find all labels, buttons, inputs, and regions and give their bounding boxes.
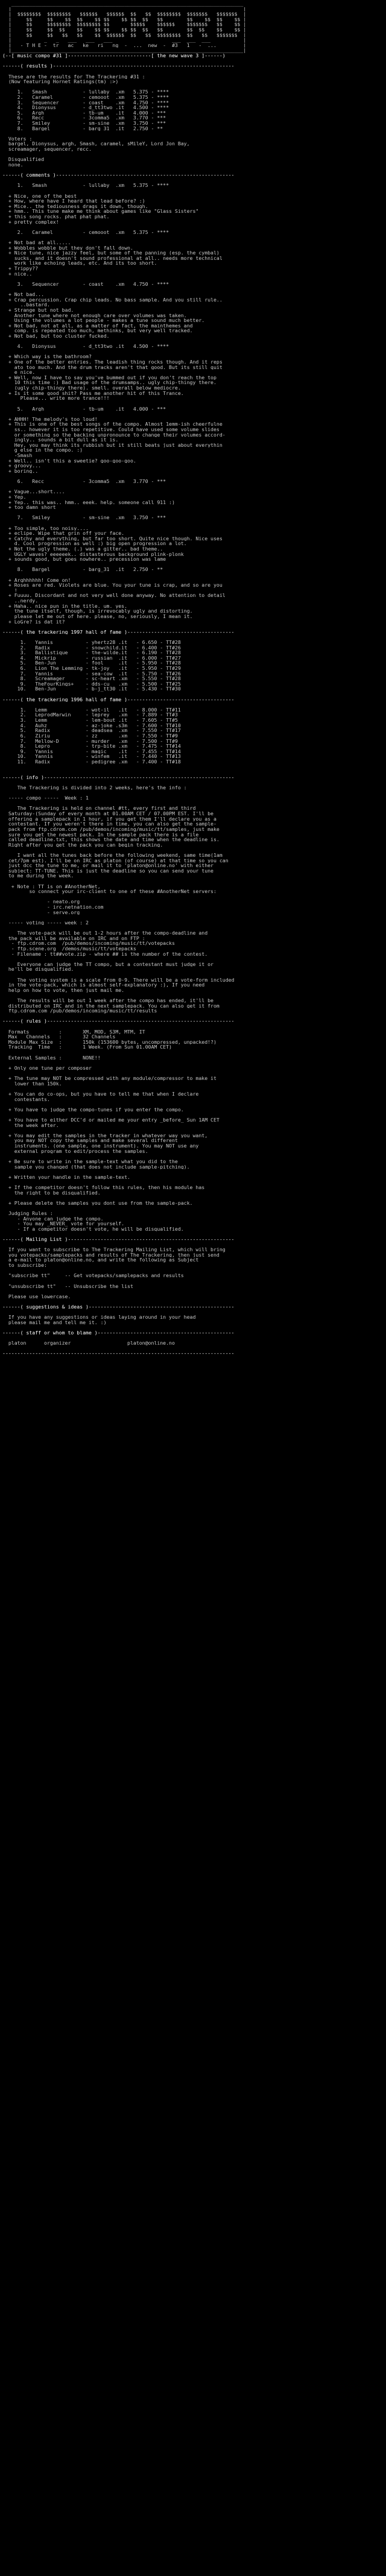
fame-1996-row: 6. Ziriu - zz .xm - 7.550 - TT#9: [2, 733, 178, 739]
rules-line: External Samples : NONE!!: [2, 1055, 101, 1061]
info-line: in the vote-pack, which is almost self-explanatory :), If you need: [2, 982, 205, 988]
comment-line: + Not bad...: [2, 292, 45, 297]
header-art-line: | - T H E - tr ac ke ri ng - ... new - #3 1 - ... |: [2, 42, 247, 48]
blank-line: [2, 1154, 384, 1159]
comment-line: + Fuuuu. Discordant and not very well done anyway. No attention to detail: [2, 593, 226, 599]
blank-line: [2, 1179, 384, 1185]
blank-line: [2, 791, 384, 796]
comment-line: + Not bad, but too cluster fucked.: [2, 333, 110, 339]
fame-1996-row: 3. Lemm - lem-bout .it - 7.605 - TT#5: [2, 718, 178, 723]
rules-line: + The tune may NOT be compressed with any module/compressor to make it: [2, 1076, 217, 1081]
section-title-rules: ------( rules )---------------------------------------------------------------: [2, 1018, 235, 1024]
rules-line: contestants.: [2, 1096, 50, 1102]
info-line: the pack will be available on IRC and on FTP :: [2, 935, 145, 941]
blank-line: [2, 1112, 384, 1117]
info-line: - Filename : tt##vote.zip - where ## is the number of the contest.: [2, 951, 208, 957]
mailing-line: you votepacks/samplepacks and results of The Trackering, then just send: [2, 1252, 220, 1258]
comment-line: sucks, and it doesn't sound professional at all.. needs more technical: [2, 255, 223, 261]
blank-line: [2, 972, 384, 977]
result-entry: 4. Dionysus - d_tt3two .it 4.500 - ****: [2, 105, 169, 110]
blank-line: [2, 1268, 384, 1274]
blank-line: [2, 131, 384, 136]
info-line: pack from ftp.cdrom.com /pub/demos/incoming/music/tt/samples, just make: [2, 826, 220, 832]
blank-line: [2, 1346, 384, 1351]
info-line: + Note : TT is on #AnotherNet,: [2, 883, 101, 889]
comment-line: + too damn short: [2, 505, 56, 510]
comment-line: + How, where have I heard that lead before? :): [2, 198, 145, 204]
fame-1996-row: 9. Yannis - magic .it - 7.455 - TT#14: [2, 748, 181, 754]
blank-line: [2, 1310, 384, 1315]
info-line: offering a samplepack in 1 hour, if you get them I'll declare you as a: [2, 816, 217, 822]
blank-line: [2, 484, 384, 490]
comment-line: + Crap percussion. Crap chip leads. No bass sample. And you still rule..: [2, 297, 223, 303]
blank-line: [2, 520, 384, 526]
fame-1997-row: 9. TheFourKings+ - dds-cu .xm - 5.500 - TT#25: [2, 681, 181, 687]
comment-line: -Smash: [2, 453, 33, 458]
comment-line: + this song rocks. phat phat phat.: [2, 213, 110, 219]
results-intro-line: (Now featuring Hornet Ratings(tm) :>): [2, 79, 119, 84]
document: [2, 1, 384, 1356]
fame-1997-row: 1. Yannis - yhertz28 .it - 6.650 - TT#28: [2, 639, 181, 645]
comment-line: + Vague...short....: [2, 489, 65, 494]
voters-line: bargel, Dionysus, argh, Smash, caramel, sMileY, Lord Jon Bay,: [2, 141, 190, 147]
info-line: The results will be out 1 week after the compo has ended, it'll be: [2, 998, 214, 1003]
comment-line: + pretty complex!: [2, 219, 59, 225]
info-line: cet/7pm est). I'll be on IRC as platon (of course) at that time so you can: [2, 857, 229, 863]
mailing-line: a e-mail to platon@online.no, and write the following as Subject: [2, 1257, 199, 1263]
rules-line: + You have to judge the compo-tunes if you enter the compo.: [2, 1106, 184, 1113]
rules-line: Max Channels : 32 Channels: [2, 1034, 116, 1040]
comment-line: Using the volumes a lot people - makes a tune sound much better.: [2, 318, 205, 323]
comment-line: + Roses are red. Violets are blue. You your tune is crap, and so are you: [2, 582, 223, 588]
fame-1996-row: 5. Radix - deadsea .xm - 7.550 - TT#17: [2, 728, 181, 733]
header-art-line: | $$ $$ $$ $$ $$ $$ $$ $$ $$ $$ $$ $$ $$ $$ |: [2, 16, 247, 22]
comment-line: + Is it some good shit? Pass me another hit of this Trance.: [2, 390, 184, 396]
header-art-line: |______________________________________________________________________________|: [2, 48, 247, 54]
blank-line: [2, 879, 384, 884]
comment-line: + Strange but not bad.: [2, 307, 74, 313]
disqualified-value: none.: [2, 162, 24, 168]
info-line: sure you get the newest pack. In the sample pack there is a file: [2, 832, 199, 838]
comment-block-head: 5. Argh - tb-um .it 4.000 - ***: [2, 406, 166, 412]
rules-line: - You may _NEVER_ vote for yourself.: [2, 1221, 125, 1226]
suggestions-line: If you have any suggestions or ideas laying around in your head: [2, 1315, 196, 1320]
blank-line: [2, 634, 384, 640]
result-entry: 8. Bargel - barg_31 .it 2.750 - **: [2, 125, 163, 131]
blank-line: [2, 349, 384, 355]
rules-line: the right to be disqualified.: [2, 1190, 101, 1196]
comment-block-head: 3. Sequencer - coast .xm 4.750 - ****: [2, 281, 169, 287]
comment-line: + sounds good, but goes nowhere.. precession was lame: [2, 557, 166, 562]
info-line: called deadline.txt, this shows the date and time when the deadline is.: [2, 837, 220, 842]
blank-line: [2, 1128, 384, 1133]
comment-line: + groovy...: [2, 463, 42, 469]
blank-line: [2, 188, 384, 194]
info-line: The Trackering is divided into 2 weeks, here's the info :: [2, 785, 187, 791]
fame-1997-row: 8. Screamager - sc-heart .xm - 5.550 - TT#28: [2, 676, 181, 681]
blank-line: [2, 1231, 384, 1237]
suggestions-line: please mail me and tell me it. :): [2, 1319, 107, 1325]
comment-line: + AHHH! The melody's too loud!: [2, 416, 98, 422]
info-line: distributed on IRC and in the next samplepack. You can also get it from: [2, 1003, 220, 1009]
comment-block-head: 1. Smash - lullaby .xm 5.375 - ****: [2, 183, 169, 188]
comment-line: + Not the ugly theme. (.) was a gitter.. bad theme..: [2, 546, 163, 552]
fame-1997-row: 7. Yannis - sea-cow .it - 5.750 - TT#26: [2, 671, 181, 677]
section-title-fame-1996: ------( the trackering 1996 hall of fame )------------------------------------: [2, 696, 235, 702]
section-title-mailing-list: ------( Mailing List )--------------------------------------------------------: [2, 1237, 235, 1242]
blank-line: [2, 993, 384, 998]
blank-line: [2, 276, 384, 282]
info-line: Everyone can judge the TT compo, but a contestant must judge it or: [2, 961, 214, 967]
title-bar: (--[ music compo #31 ]----------------------------[ the new wave 3 ]------): [2, 53, 226, 58]
info-line: The vote-pack will be out 1-2 hours after the compo-deadline and: [2, 930, 208, 936]
comment-line: 10 this time :) Bad usage of the drumsamps.. ugly chip-thingy there.: [2, 380, 217, 386]
header-art-line: | $$ $$$$$$$$ $$$$$$$$ $$ $$$$$ $$$$$$ $$$$$$$ $$ $$ |: [2, 22, 247, 28]
info-line: subject: TT-TUNE. This is just the deadline so you can send your tune: [2, 868, 214, 874]
rules-line: lower than 150k.: [2, 1081, 62, 1087]
comment-line: + Which way is the bathroom?: [2, 354, 92, 360]
info-line: Saturday-(Sunday of every month at 01.00AM CET / 07.00PM EST. I'll be: [2, 811, 214, 816]
blank-line: [2, 473, 384, 479]
header-art-line: | $$$$$$$$ $$$$$$$$ $$$$$$ $$$$$$ $$ $$ $$$$$$$$ $$$$$$$ $$$$$$$ |: [2, 11, 247, 17]
blank-line: [2, 1242, 384, 1248]
comment-line: + Yep.: [2, 494, 27, 500]
header-art-line: | $$ $$ $$ $$ $$ $$$$$$ $$ $$ $$$$$$$$ $$ $$ $$$$$$$ |: [2, 32, 247, 38]
comment-line: the tune itself, though, is irrevocably ugly and distorting.: [2, 608, 193, 614]
comment-line: Please... write more trance!!!: [2, 396, 110, 401]
fame-1997-row: 5. Ben-Jun - fool .it - 5.950 - TT#28: [2, 660, 181, 666]
comment-line: (ugly chip-thingy there). smell. overall below mediocre.: [2, 385, 181, 391]
rules-line: + Please delete the samples you dont use from the sample-pack.: [2, 1200, 193, 1206]
blank-line: [2, 1336, 384, 1341]
header-art-line: | _ _ ___ ___ ___ ___ ___ ___ |: [2, 37, 247, 43]
comment-line: e nice.: [2, 370, 36, 375]
blank-line: [2, 1102, 384, 1107]
comment-line: work like echoing leads, etc. And its too short.: [2, 260, 157, 267]
fame-1996-row: 1. Lemm - wot-il .it - 8.000 - TT#11: [2, 707, 181, 713]
voters-label: Voters :: [2, 136, 33, 142]
rules-line: Tracking Time : 1 Week. (From Sun 01.00AM CET): [2, 1044, 172, 1050]
header-art-line: ______________________________________________________________________________: [2, 1, 244, 7]
blank-line: [2, 925, 384, 930]
comment-line: + eclipe. Wipe that grin off your face.: [2, 531, 125, 536]
blank-line: [2, 1278, 384, 1284]
blank-line: [2, 847, 384, 853]
mailing-line: Please use lowercase.: [2, 1293, 71, 1299]
blank-line: [2, 1325, 384, 1330]
result-entry: 7. Smiley - sm-sine .xm 3.750 - ***: [2, 121, 166, 126]
blank-line: [2, 769, 384, 775]
blank-line: [2, 84, 384, 90]
blank-line: [2, 401, 384, 406]
blank-line: [2, 915, 384, 920]
comment-line: + Yep.. this was.. hmm.. eeek. help. someone call 911 :): [2, 499, 175, 505]
blank-line: [2, 411, 384, 417]
info-line: help on how to vote, then just mail me.: [2, 987, 125, 993]
comment-line: + Nice tune, nice jazzy feel, but some of the panning (esp. the cymbal): [2, 250, 220, 256]
comment-line: !: [2, 587, 17, 593]
comment-line: + Not bad, not at all, as a matter of fact, the mainthemes and: [2, 323, 193, 329]
comment-block-head: 4. Dionysus - d_tt3two .it 4.500 - ****: [2, 344, 169, 349]
info-line: so connect your irc-client to one of these #AnotherNet servers:: [2, 889, 217, 894]
fame-1996-row: 7. Mellow-D - murder .xm - 7.500 - TT#9: [2, 738, 178, 744]
staff-line: platon organizer platon@online.no: [2, 1340, 175, 1346]
blank-line: [2, 1205, 384, 1211]
blank-line: [2, 702, 384, 707]
blank-line: [2, 765, 384, 770]
comment-line: + hmm.. This tune make me think about games like "Glass Sisters": [2, 209, 199, 214]
results-intro-line: These are the results for The Trackering #31 :: [2, 74, 145, 80]
info-line: contestant. If you weren't there in time, you can also get the sample-: [2, 821, 217, 827]
comment-block-head: 8. Bargel - barg_31 .it 2.750 - **: [2, 567, 163, 573]
blank-line: [2, 58, 384, 64]
rules-line: Formats : XM, MOD, S3M, MTM, IT: [2, 1029, 145, 1035]
blank-line: [2, 1071, 384, 1076]
comment-line: + LoGre? is dat it?: [2, 619, 65, 625]
comment-line: + boring..: [2, 468, 39, 474]
comment-block-head: 6. Recc - 3comma5 .xm 3.770 - ***: [2, 479, 166, 484]
info-line: he'll be disqualified.: [2, 967, 74, 972]
comment-line: please let me out of here. please, no, seriously, I mean it.: [2, 613, 193, 619]
blank-line: [2, 1195, 384, 1201]
rules-line: you may NOT copy the samples and make several different: [2, 1138, 178, 1144]
fame-1996-row: 11. Radix - pedigree .xm - 7.400 - TT#18: [2, 759, 181, 765]
blank-line: [2, 801, 384, 806]
section-title-info: ------( info )----------------------------------------------------------------: [2, 774, 235, 780]
blank-line: [2, 235, 384, 240]
rules-line: + You may edit the samples in the tracker in whatever way you want,: [2, 1132, 208, 1138]
info-line: The Trackering is held on channel #tt, every first and third: [2, 806, 196, 812]
comment-line: ss.. however it is too repetitive. Could have used some volume slides: [2, 426, 220, 432]
blank-line: [2, 152, 384, 157]
comment-line: ingly.. sounds a bit dull as it is.: [2, 437, 119, 443]
disqualified-label: Disqualified: [2, 157, 45, 162]
comment-line: + Mice.. the tediousness drags it down, though.: [2, 203, 148, 209]
blank-line: [2, 1060, 384, 1065]
rules-line: Module Max Size : 150k (153600 bytes, uncompressed, unpacked!?): [2, 1039, 217, 1045]
rules-line: Judging Rules :: [2, 1210, 53, 1216]
comment-line: + Catchy and everything, but far too short. Quite nice though. Nice uses: [2, 535, 223, 541]
rules-line: - Anyone can judge the compo.: [2, 1216, 104, 1222]
blank-line: [2, 956, 384, 962]
info-line: just dcc the tune to me, or mail it to 'platon@online.no' with either: [2, 863, 214, 868]
fame-1996-row: 8. Lepro - trp-bite .xm - 7.475 - TT#14: [2, 743, 181, 749]
comment-line: + Wobbles wobble but they don't fall down.: [2, 245, 133, 251]
info-line: - ftp.scene.org /demos/music/tt/votepacks: [2, 945, 136, 952]
rules-line: instruments. (one sample, one instrument). You may NOT use any: [2, 1143, 199, 1149]
info-line: Right after you get the pack you can begin tracking.: [2, 842, 163, 848]
rules-line: external program to edit/process the samples.: [2, 1148, 148, 1154]
info-line: ----- voting ----- week : 2: [2, 920, 89, 926]
fame-1997-row: 3. Ballistique - the-wilde.it - 6.190 - TT#28: [2, 650, 181, 655]
section-title-results: ------( results )-------------------------------------------------------------: [2, 63, 235, 69]
rules-line: the week after.: [2, 1122, 59, 1128]
rules-line: + If the competitor doesn't follow this rules, then his module has: [2, 1184, 205, 1190]
comment-line: + Too simple, too noisy....: [2, 525, 89, 531]
comment-line: + Not bad at all.....: [2, 240, 71, 245]
blank-line: [2, 572, 384, 578]
info-line: The voting system is a scale from 0-9. There will be a vote-form included: [2, 977, 235, 983]
fame-1996-row: 4. Auhz - az-joke .s3m - 7.600 - TT#10: [2, 722, 181, 728]
info-line: I want all the tunes back before the following weekend, same time(1am: [2, 852, 223, 858]
header-art-line: | |: [2, 6, 247, 12]
blank-line: [2, 1169, 384, 1175]
rules-line: + You can do co-ops, but you have to tell me that when I declare: [2, 1091, 199, 1097]
comment-line: ato too much. And the drum tracks aren't that good. But its still quit: [2, 364, 223, 370]
comment-line: ..nerdy.: [2, 598, 39, 604]
comment-line: + This is one of the best songs of the compo. Almost 1emm-ish cheerfulne: [2, 421, 223, 427]
blank-line: [2, 624, 384, 630]
comment-line: ..bastard.: [2, 302, 50, 308]
section-title-suggestions: ------( suggestions & ideas )-------------------------------------------------: [2, 1304, 235, 1310]
comment-line: + Nice, one of the best: [2, 193, 77, 199]
blank-line: [2, 224, 384, 230]
blank-line: [2, 562, 384, 567]
blank-line: [2, 178, 384, 183]
comment-line: + Trippy??: [2, 266, 39, 271]
info-line: - irc.netnation.com: [2, 904, 104, 910]
comment-block-head: 2. Caramel - cemooot .xm 5.375 - ****: [2, 229, 169, 235]
mailing-line: "subscribe tt" -- Get votepacks/samplepacks and results: [2, 1273, 184, 1278]
blank-line: [2, 339, 384, 344]
blank-line: [2, 692, 384, 697]
comment-line: + Haha.. nice pun in the title. um. yes.: [2, 603, 128, 609]
comment-line: + Well.. isn't this a sweetie? goo-goo-goo.: [2, 458, 136, 464]
voters-line: screamager, sequencer, recc.: [2, 147, 92, 152]
info-line: ----- compo ----- Week : 1: [2, 795, 89, 801]
comment-line: d. Cool progression as well :) big open progression a lot.: [2, 541, 187, 546]
comment-line: + Well, now I have to say you've bummed out if you don't reach the top: [2, 374, 217, 380]
fame-1996-row: 10. Yannis - winfem .it - 7.440 - TT#13: [2, 754, 181, 759]
rules-line: + You have to either DCC'd or mailed me your entry _before_ Sun 1AM CET: [2, 1117, 220, 1123]
blank-line: [2, 894, 384, 900]
result-entry: 6. Recc - 3comma5 .xm 3.770 - ***: [2, 115, 166, 121]
blank-line: [2, 1299, 384, 1304]
blank-line: [2, 1024, 384, 1029]
result-entry: 2. Caramel - cemooot .xm 5.375 - ****: [2, 94, 169, 100]
blank-line: [2, 1050, 384, 1055]
comment-line: + nice..: [2, 271, 33, 277]
rules-line: + Be sure to write in the sample-text what you did to the: [2, 1158, 178, 1164]
blank-line: [2, 780, 384, 785]
comment-line: Another tune where not enough care over volumes was taken.: [2, 312, 187, 318]
result-entry: 1. Smash - lullaby .xm 5.375 - ****: [2, 89, 169, 95]
rules-line: - If a competitor doesn't vote, he will be disqualified.: [2, 1226, 184, 1232]
blank-line: [2, 510, 384, 516]
footer-rule: ------------------------------------------------------------------------------: [2, 1351, 235, 1357]
section-title-comments: ------( comments )------------------------------------------------------------: [2, 172, 235, 178]
comment-line: or something so the backing unpronounce to change their volumes accord-: [2, 432, 226, 438]
rules-line: sample you changed (that does not include sample-pitching).: [2, 1164, 190, 1170]
mailing-line: If you want to subscribe to The Trackering Mailing List, which will bring: [2, 1247, 226, 1252]
header-art-line: | $$ $$ $$ $$ $$ $$ $$ $$ $$ $$ $$ $$ $$ $$ |: [2, 27, 247, 33]
fame-1997-row: 4. Mickrip - russian .it - 6.000 - TT#27: [2, 655, 181, 661]
blank-line: [2, 1014, 384, 1019]
mailing-line: to subscribe:: [2, 1263, 47, 1268]
blank-line: [2, 287, 384, 292]
result-entry: 5. Argh - tb-um .it 4.000 - ***: [2, 110, 166, 116]
blank-line: [2, 69, 384, 74]
fame-1997-row: 10. Ben-Jun - b-j_tt30 .it - 5.430 - TT#30: [2, 686, 181, 692]
comment-line: comp. is repeated too much, methinks, but very well tracked.: [2, 328, 193, 333]
info-line: to me during the week.: [2, 873, 74, 879]
info-line: - ftp.cdrom.com /pub/demos/incoming/music/tt/votepacks: [2, 941, 175, 946]
comment-line: g else in the compo. :): [2, 447, 83, 453]
info-line: - serve.org: [2, 909, 80, 915]
section-title-staff: ------( staff or whom to blame )----------------------------------------------: [2, 1330, 235, 1336]
fame-1997-row: 2. Radix - snowchild.it - 6.400 - TT#26: [2, 645, 181, 651]
comment-block-head: 7. Smiley - sm-sine .xm 3.750 - ***: [2, 515, 166, 520]
rules-line: + Only one tune per composer: [2, 1065, 92, 1071]
info-line: - neato.org: [2, 899, 80, 905]
info-line: ftp.cdrom.com /pub/demos/incoming/music/tt/results: [2, 1008, 157, 1014]
comment-line: + Arghhhhhh! Come on!: [2, 577, 71, 583]
mailing-line: "unsubscribe tt" -- Unsubscribe the list: [2, 1283, 133, 1289]
fame-1996-row: 2. LeprodMarwin - leprey .xm - 7.889 - TT#3: [2, 712, 178, 718]
fame-1997-row: 6. Lion The Lemming - tk-joy .it - 5.950 - TT#29: [2, 666, 181, 671]
blank-line: [2, 1289, 384, 1294]
section-title-fame-1997: ------( the trackering 1997 hall of fame )------------------------------------: [2, 629, 235, 635]
comment-line: UGLY waves? eeeeeek.. distasterous background plink-plonk: [2, 551, 184, 557]
blank-line: [2, 1086, 384, 1091]
blank-line: [2, 168, 384, 173]
comment-line: Hey, you may think its rubbish but it still beats just about everythin: [2, 442, 223, 448]
comment-line: + One of the better entries. The leadish thing rocks though. And it reps: [2, 359, 223, 365]
rules-line: + Written your handle in the sample-text.: [2, 1174, 130, 1180]
result-entry: 3. Sequencer - coast .xm 4.750 - ****: [2, 99, 169, 106]
